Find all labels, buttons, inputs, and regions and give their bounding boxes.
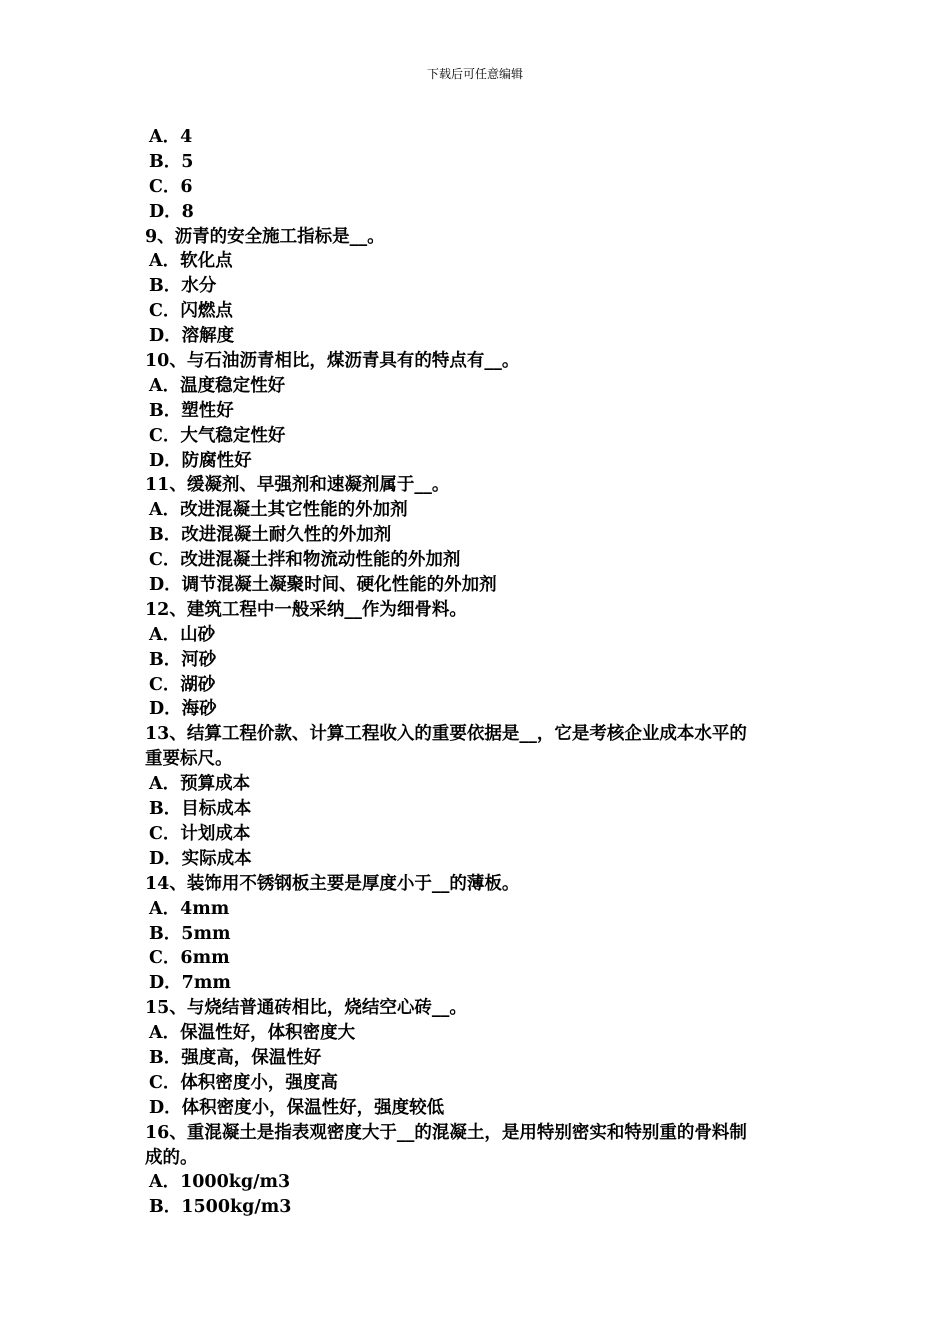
question-line: 16、重混凝土是指表观密度大于__的混凝土，是用特别密实和特别重的骨料制 [145, 1122, 747, 1143]
option-line: B．1500kg/m3 [149, 1197, 292, 1218]
question-line: 10、与石油沥青相比，煤沥青具有的特点有__。 [145, 351, 520, 372]
option-line: A．4 [149, 127, 193, 147]
option-line: A．1000kg/m3 [149, 1172, 291, 1193]
question-line-continued: 重要标尺。 [145, 749, 233, 770]
option-line: B．改进混凝土耐久性的外加剂 [149, 525, 392, 546]
question-line: 11、缓凝剂、早强剂和速凝剂属于__。 [145, 475, 450, 496]
question-line: 13、结算工程价款、计算工程收入的重要依据是__，它是考核企业成本水平的 [145, 724, 747, 745]
question-line: 9、沥青的安全施工指标是__。 [145, 226, 385, 247]
option-line: D．实际成本 [149, 848, 252, 869]
option-line: C．湖砂 [149, 674, 216, 695]
option-line: D．体积密度小，保温性好，强度较低 [149, 1097, 445, 1118]
document-body [145, 125, 815, 1220]
question-line-continued: 成的。 [145, 1147, 198, 1168]
question-line: 12、建筑工程中一般采纳__作为细骨料。 [145, 599, 467, 620]
option-line: D．8 [149, 201, 194, 222]
option-line: C．计划成本 [149, 823, 251, 844]
option-line: B．5mm [149, 923, 231, 944]
option-line: D．调节混凝土凝聚时间、硬化性能的外加剂 [149, 575, 497, 596]
option-line: A．山砂 [149, 624, 216, 645]
question-line: 15、与烧结普通砖相比，烧结空心砖__。 [145, 998, 467, 1019]
page-header: 下载后可任意编辑 [426, 67, 523, 81]
option-line: D．海砂 [149, 699, 217, 720]
option-line: B．水分 [149, 276, 217, 297]
option-line: D．防腐性好 [149, 450, 252, 471]
option-line: B．强度高，保温性好 [149, 1047, 322, 1068]
option-line: B．塑性好 [149, 400, 234, 421]
option-line: C．闪燃点 [149, 301, 233, 322]
option-line: B．5 [149, 151, 194, 172]
option-line: A．保温性好，体积密度大 [149, 1023, 356, 1044]
option-line: D．溶解度 [149, 326, 235, 347]
question-line: 14、装饰用不锈钢板主要是厚度小于__的薄板。 [145, 873, 520, 894]
option-line: C．6 [149, 176, 193, 197]
option-line: A．改进混凝土其它性能的外加剂 [149, 500, 408, 521]
option-line: D．7mm [149, 973, 231, 994]
option-line: C．大气稳定性好 [149, 425, 286, 446]
option-line: A．4mm [149, 898, 230, 919]
option-line: A．温度稳定性好 [149, 375, 286, 396]
option-line: A．软化点 [149, 251, 233, 272]
option-line: C．改进混凝土拌和物流动性能的外加剂 [149, 550, 461, 571]
option-line: C．6mm [149, 948, 230, 969]
option-line: C．体积密度小，强度高 [149, 1072, 338, 1093]
option-line: B．河砂 [149, 649, 217, 670]
option-line: A．预算成本 [149, 774, 251, 795]
option-line: B．目标成本 [149, 799, 252, 820]
